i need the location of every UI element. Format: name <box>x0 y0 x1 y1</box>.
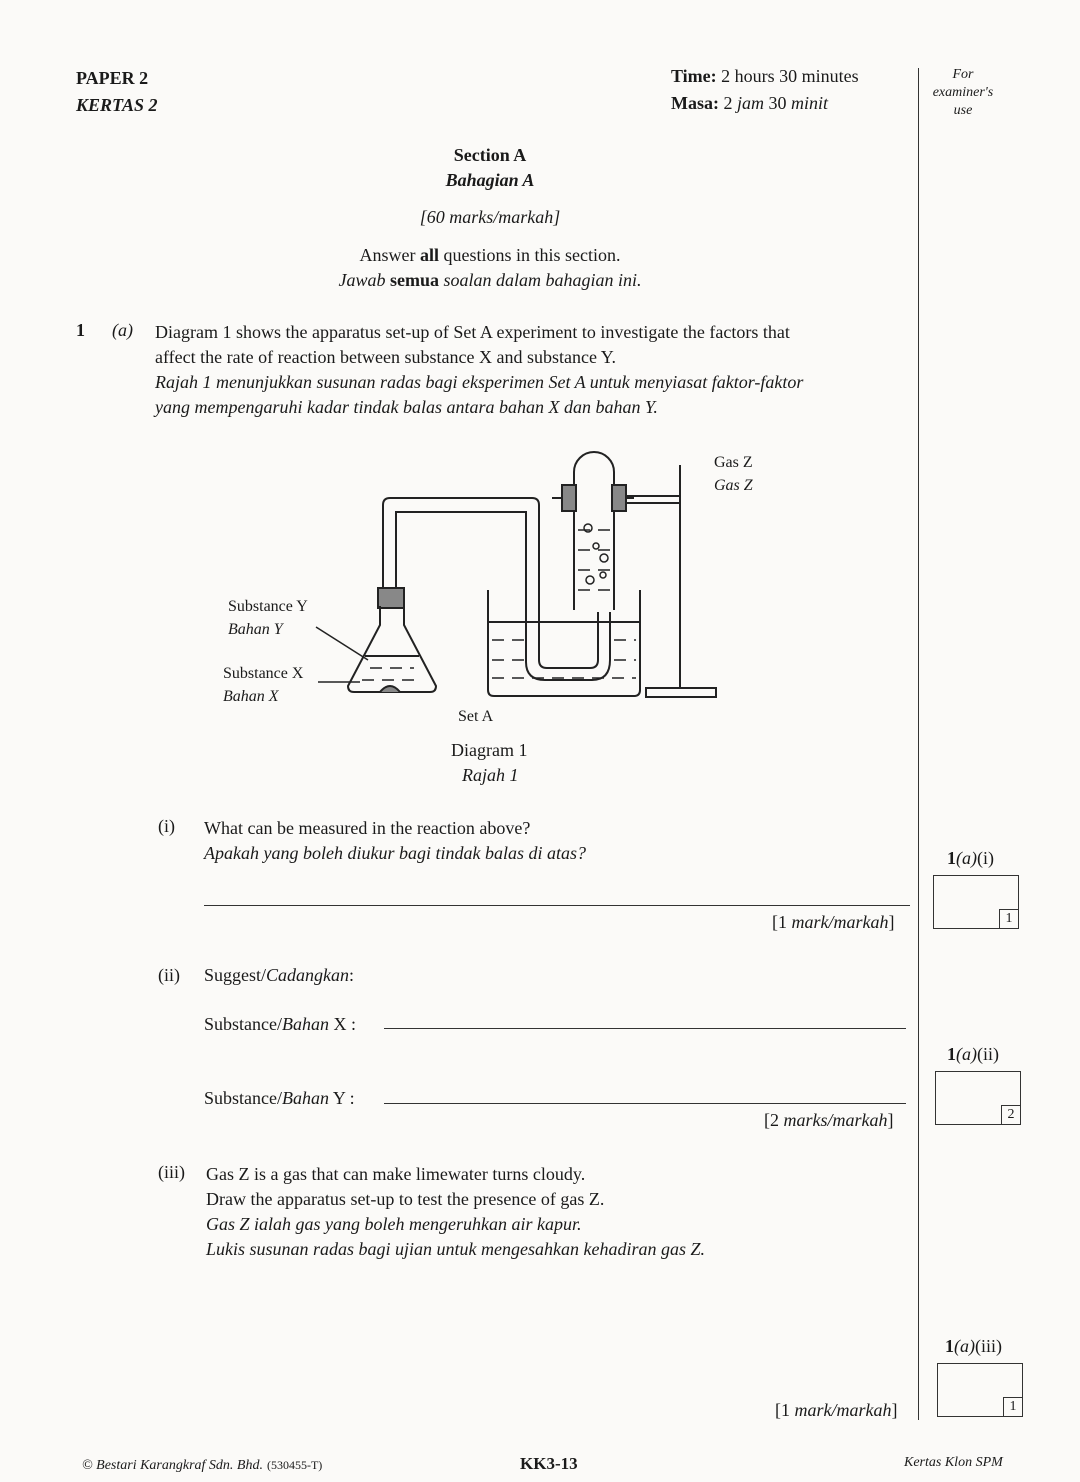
registration-number: (530455-T) <box>266 1458 323 1472</box>
sub-i-text-en: What can be measured in the reaction above? <box>204 818 531 838</box>
q1-text-en-1: Diagram 1 shows the apparatus set-up of Set A experiment to investigate the factors that <box>155 322 790 342</box>
sub-i-label: (i) <box>158 816 175 836</box>
sub-i-marks-open: [1 <box>772 912 792 932</box>
inverted-test-tube <box>574 452 614 610</box>
answer-line-i[interactable] <box>204 905 910 906</box>
sub-ii-marks <box>764 1110 894 1131</box>
masa-label: Masa: <box>671 93 719 113</box>
delivery-tube-outer <box>383 498 598 668</box>
sub-ii-marks-open: [2 <box>764 1110 784 1130</box>
retort-stand-base <box>646 688 716 697</box>
box-label-iii: 1(a)(iii) <box>945 1336 1002 1356</box>
sub-i-marks <box>772 912 895 933</box>
max-mark-ii: 2 <box>1001 1105 1021 1125</box>
label-substance-x: Substance X <box>223 665 304 682</box>
clamp-right <box>612 485 626 511</box>
q1-text-ms-1: Rajah 1 menunjukkan susunan radas bagi eksperimen Set A untuk menyiasat faktor-faktor <box>155 372 804 392</box>
sub-iii-text <box>206 1162 705 1262</box>
copyright-text: © Bestari Karangkraf Sdn. Bhd. <box>82 1458 263 1473</box>
q1-text-ms-2: yang mempengaruhi kadar tindak balas antara bahan X dan bahan Y. <box>155 397 658 417</box>
sub-ii-label: (ii) <box>158 965 180 985</box>
instr-ms-bold: semua <box>389 270 439 290</box>
max-mark-iii: 1 <box>1003 1397 1023 1417</box>
suggest-ms: Cadangkan <box>266 965 350 985</box>
section-marks: [60 marks/markah] <box>419 207 561 227</box>
y-ms: Bahan <box>282 1088 329 1108</box>
sub-iii-marks-word: mark/markah <box>794 1400 892 1420</box>
sub-i-marks-word: mark/markah <box>791 912 889 932</box>
instr-post: questions in this section. <box>439 245 621 265</box>
sub-i-text <box>204 816 586 866</box>
time-value: 2 hours 30 minutes <box>721 66 859 86</box>
examiner-mark-box-ii <box>935 1071 1021 1125</box>
examiner-line-3: use <box>953 103 973 118</box>
sub-iii-marks-close: ] <box>891 1400 898 1420</box>
question-part: (a) <box>112 320 133 340</box>
masa-jam: jam <box>737 93 764 113</box>
instr-ms-pre: Jawab <box>338 270 390 290</box>
question-number: 1 <box>76 320 85 340</box>
substance-x-prompt <box>204 1014 356 1035</box>
sub-ii-suggest <box>204 965 354 986</box>
sub-iii-text-en-2: Draw the apparatus set-up to test the presence of gas Z. <box>206 1189 605 1209</box>
label-set-a: Set A <box>458 708 494 725</box>
answer-line-substance-x[interactable] <box>384 1028 906 1029</box>
examiner-mark-box-i <box>933 875 1019 929</box>
box-label-ii: 1(a)(ii) <box>947 1044 999 1064</box>
section-title-ms: Bahagian A <box>445 170 535 190</box>
label-substance-y: Substance Y <box>228 598 308 615</box>
label-bahan-y: Bahan Y <box>228 621 283 638</box>
footer-copyright <box>82 1456 322 1474</box>
label-gas-z: Gas Z <box>714 454 753 471</box>
instr-ms-post: soalan dalam bahagian ini. <box>438 270 642 290</box>
footer-series: Kertas Klon SPM <box>904 1455 1003 1470</box>
conical-flask <box>348 606 436 692</box>
paper-title: PAPER 2 <box>76 68 149 88</box>
sub-ii-marks-word: marks/markah <box>783 1110 888 1130</box>
suggest-colon: : <box>349 965 355 985</box>
x-tail: X : <box>329 1014 356 1034</box>
sub-iii-marks-open: [1 <box>775 1400 795 1420</box>
gas-bubbles <box>584 524 608 584</box>
suggest-en: Suggest/ <box>204 965 267 985</box>
section-title: Section A <box>453 145 527 165</box>
answer-line-substance-y[interactable] <box>384 1103 906 1104</box>
examiner-line-2: examiner's <box>932 85 994 100</box>
drawing-area[interactable] <box>204 1265 904 1390</box>
sub-i-marks-close: ] <box>888 912 895 932</box>
box-label-i: 1(a)(i) <box>947 848 994 868</box>
delivery-tube-inner <box>396 512 610 680</box>
sub-iii-marks <box>775 1400 898 1421</box>
footer-page-code: KK3-13 <box>520 1454 578 1473</box>
sub-iii-text-ms-2: Lukis susunan radas bagi ujian untuk mengesahkan kehadiran gas Z. <box>206 1239 705 1259</box>
time-label: Time: <box>671 66 717 86</box>
max-mark-i: 1 <box>999 909 1019 929</box>
sub-iii-text-en-1: Gas Z is a gas that can make limewater turns cloudy. <box>206 1164 586 1184</box>
kertas-title: KERTAS 2 <box>76 95 158 115</box>
diagram-caption: Diagram 1 <box>451 740 528 760</box>
instr-bold: all <box>419 245 439 265</box>
sub-ii-marks-close: ] <box>887 1110 894 1130</box>
sub-iii-text-ms-1: Gas Z ialah gas yang boleh mengeruhkan air kapur. <box>206 1214 582 1234</box>
masa-num: 2 <box>723 93 733 113</box>
label-gas-z-ms: Gas Z <box>714 477 753 494</box>
masa-minit: minit <box>791 93 829 113</box>
x-en: Substance/ <box>204 1014 282 1034</box>
diagram-caption-ms: Rajah 1 <box>462 765 519 785</box>
masa-30: 30 <box>768 93 787 113</box>
label-bahan-x: Bahan X <box>223 688 279 705</box>
y-en: Substance/ <box>204 1088 282 1108</box>
examiner-line-1: For <box>952 67 974 82</box>
clamp-left <box>562 485 576 511</box>
q1-text-en-2: affect the rate of reaction between substance X and substance Y. <box>155 347 616 367</box>
flask-stopper <box>378 588 404 608</box>
examiner-mark-box-iii <box>937 1363 1023 1417</box>
y-tail: Y : <box>329 1088 355 1108</box>
sub-iii-label: (iii) <box>158 1162 185 1182</box>
substance-x-solid <box>380 686 400 692</box>
sub-i-text-ms: Apakah yang boleh diukur bagi tindak balas di atas? <box>204 843 586 863</box>
instr-pre: Answer <box>359 245 420 265</box>
substance-y-prompt <box>204 1088 355 1109</box>
x-ms: Bahan <box>282 1014 329 1034</box>
